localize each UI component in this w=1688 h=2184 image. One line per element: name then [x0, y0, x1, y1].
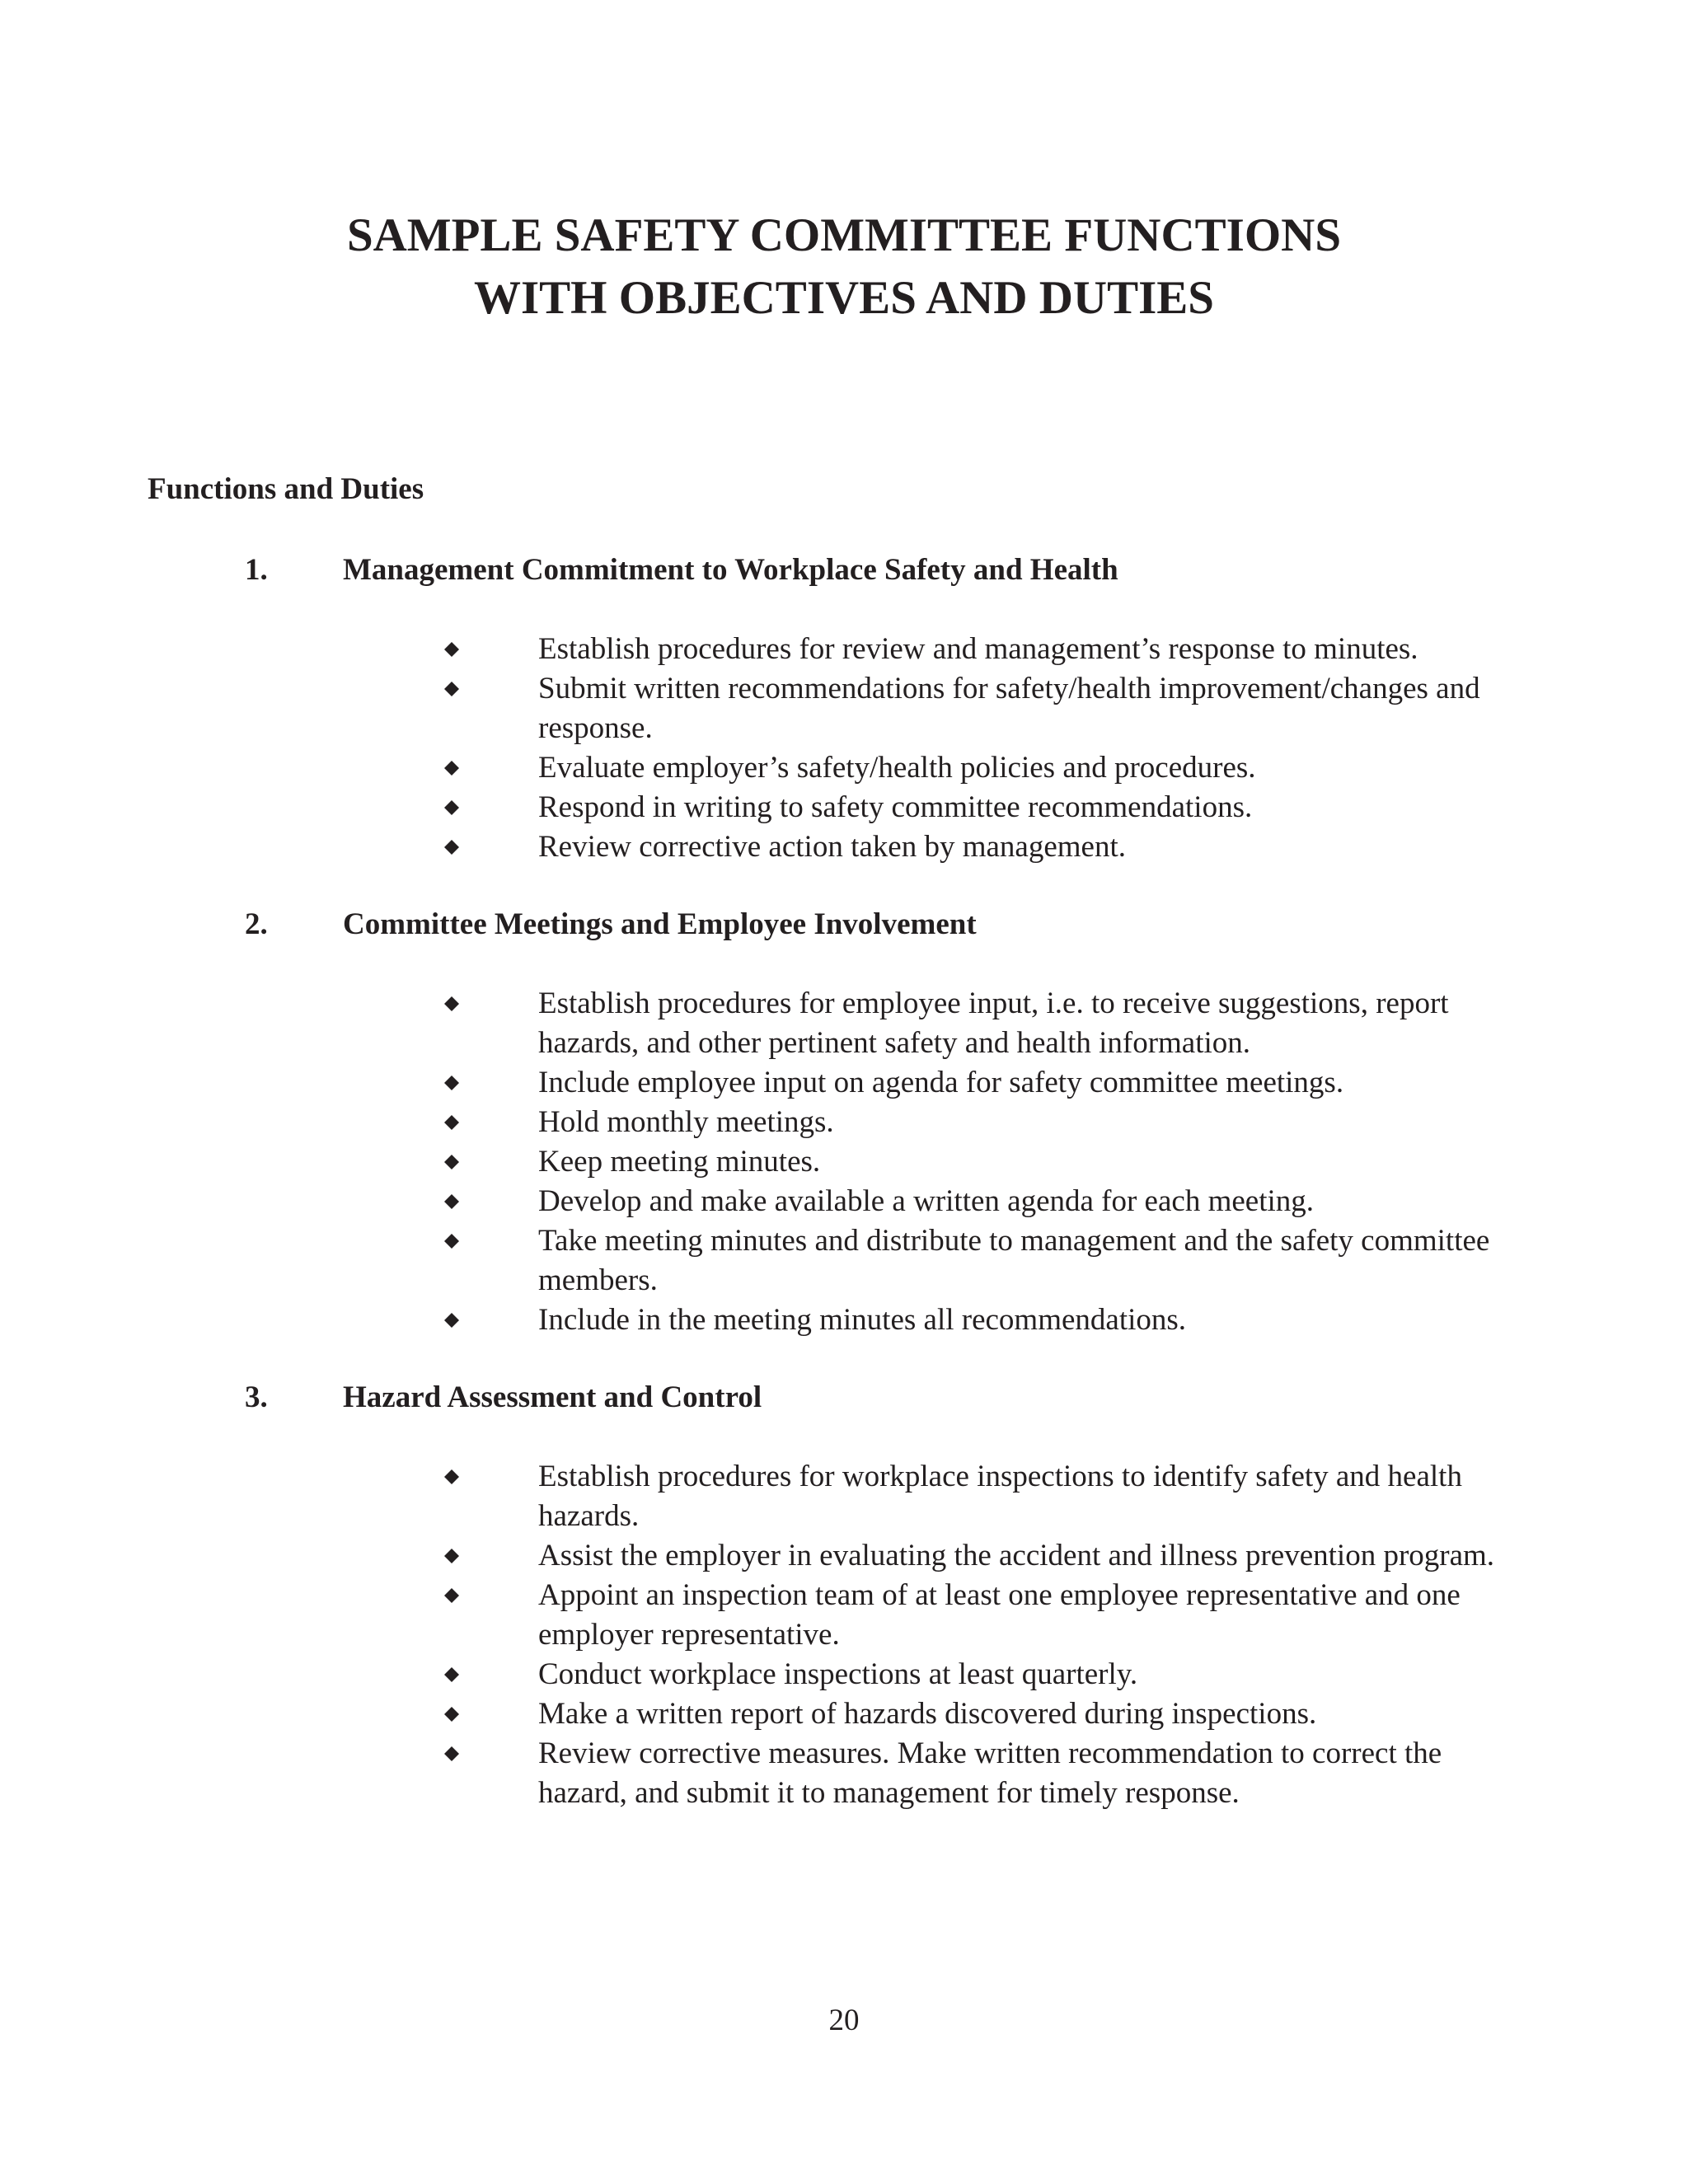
list-item	[0, 1103, 1527, 1142]
diamond-bullet-icon	[444, 1588, 459, 1603]
bullet-text: Appoint an inspection team of at least one employee representative and one employer representative.	[538, 1578, 1461, 1652]
diamond-bullet-icon	[444, 1076, 459, 1090]
bullet-text: Review corrective measures. Make written recommendation to correct the hazard, and submit it to management for timely response.	[538, 1736, 1442, 1810]
bullet-text: Take meeting minutes and distribute to management and the safety committee members.	[538, 1224, 1490, 1297]
list-item	[0, 788, 1527, 827]
diamond-bullet-icon	[444, 1707, 459, 1722]
diamond-bullet-icon	[444, 800, 459, 815]
bullet-text: Establish procedures for review and management’s response to minutes.	[538, 632, 1418, 666]
item-title: Management Commitment to Workplace Safety and Health	[343, 553, 1118, 587]
list-item	[0, 1182, 1527, 1221]
diamond-bullet-icon	[444, 1469, 459, 1484]
bullet-text: Include employee input on agenda for safety committee meetings.	[538, 1066, 1344, 1099]
diamond-bullet-icon	[444, 1194, 459, 1209]
diamond-bullet-icon	[444, 1746, 459, 1761]
diamond-bullet-icon	[444, 1115, 459, 1130]
diamond-bullet-icon	[444, 1155, 459, 1169]
diamond-bullet-icon	[444, 1549, 459, 1563]
bullet-list	[0, 630, 1688, 867]
list-item	[0, 748, 1527, 788]
list-item	[0, 1301, 1527, 1340]
document-title	[0, 204, 1688, 330]
list-item	[0, 1457, 1527, 1536]
bullet-text: Include in the meeting minutes all recommendations.	[538, 1303, 1187, 1337]
bullet-text: Evaluate employer’s safety/health policies and procedures.	[538, 751, 1256, 785]
list-item	[0, 1694, 1527, 1734]
list-item	[0, 669, 1527, 748]
list-item	[0, 1655, 1527, 1694]
list-item	[0, 1576, 1527, 1655]
diamond-bullet-icon	[444, 840, 459, 855]
bullet-text: Make a written report of hazards discovered during inspections.	[538, 1697, 1317, 1731]
list-item	[0, 1734, 1527, 1813]
item-number: 2.	[245, 907, 268, 941]
list-item	[0, 1536, 1527, 1576]
list-item	[0, 1142, 1527, 1182]
bullet-text: Develop and make available a written agenda for each meeting.	[538, 1184, 1315, 1218]
section-heading: Functions and Duties	[148, 472, 424, 506]
diamond-bullet-icon	[444, 761, 459, 776]
bullet-text: Hold monthly meetings.	[538, 1105, 834, 1139]
diamond-bullet-icon	[444, 682, 459, 696]
bullet-text: Establish procedures for workplace inspections to identify safety and health hazards.	[538, 1460, 1462, 1533]
item-title: Hazard Assessment and Control	[343, 1380, 762, 1414]
list-item	[0, 630, 1527, 669]
diamond-bullet-icon	[444, 1234, 459, 1249]
bullet-text: Respond in writing to safety committee recommendations.	[538, 790, 1253, 824]
item-number: 3.	[245, 1380, 268, 1414]
bullet-text: Conduct workplace inspections at least quarterly.	[538, 1657, 1138, 1691]
item-title: Committee Meetings and Employee Involvement	[343, 907, 977, 941]
bullet-text: Assist the employer in evaluating the accident and illness prevention program.	[538, 1539, 1495, 1572]
diamond-bullet-icon	[444, 1667, 459, 1682]
bullet-text: Establish procedures for employee input, i.e. to receive suggestions, report hazards, and other pertinent safety and health information.	[538, 987, 1449, 1060]
bullet-list	[0, 1457, 1688, 1813]
list-item	[0, 1221, 1527, 1301]
list-item	[0, 827, 1527, 867]
bullet-list	[0, 984, 1688, 1340]
diamond-bullet-icon	[444, 642, 459, 657]
title-line-2: WITH OBJECTIVES AND DUTIES	[473, 272, 1214, 324]
bullet-text: Submit written recommendations for safety/health improvement/changes and response.	[538, 672, 1480, 745]
title-line-1: SAMPLE SAFETY COMMITTEE FUNCTIONS	[346, 209, 1342, 261]
diamond-bullet-icon	[444, 1313, 459, 1328]
diamond-bullet-icon	[444, 996, 459, 1011]
list-item	[0, 1063, 1527, 1103]
list-item	[0, 984, 1527, 1063]
bullet-text: Keep meeting minutes.	[538, 1145, 821, 1179]
page-number: 20	[828, 2004, 860, 2037]
item-number: 1.	[245, 553, 268, 587]
bullet-text: Review corrective action taken by management.	[538, 830, 1126, 864]
